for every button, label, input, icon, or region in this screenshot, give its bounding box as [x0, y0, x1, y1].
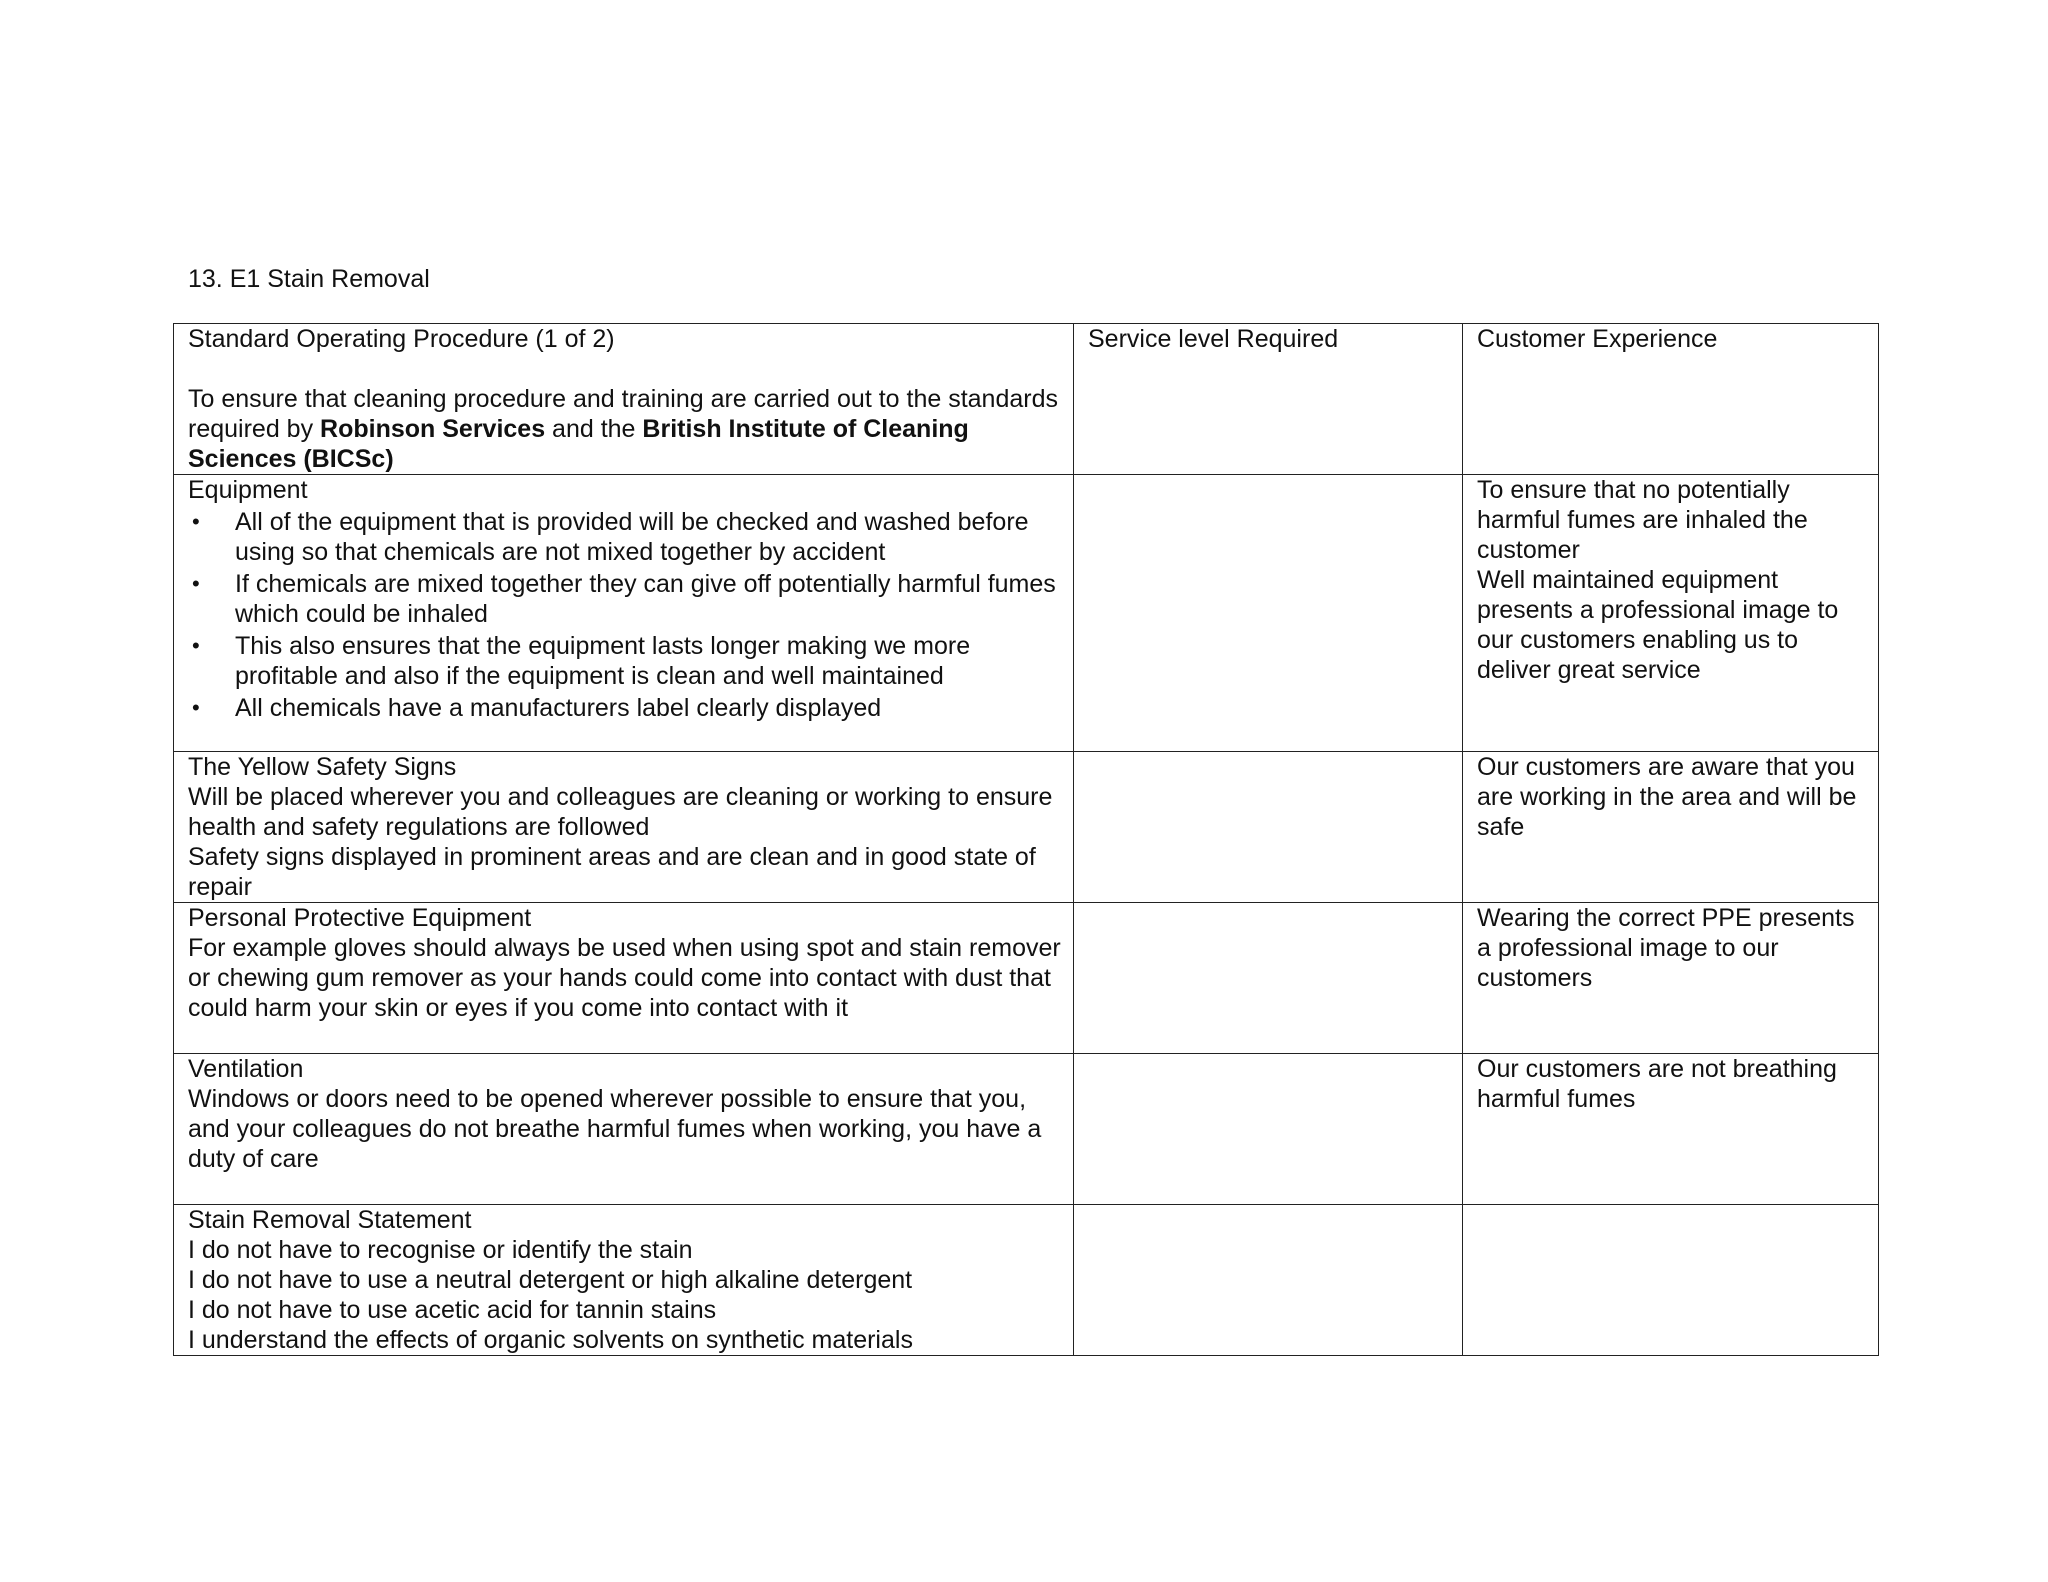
table-header-row [174, 324, 1879, 475]
service-level-header: Service level Required [1088, 325, 1339, 353]
ppe-procedure-cell [174, 903, 1074, 1054]
equipment-title: Equipment [188, 476, 308, 504]
equipment-service-cell [1074, 475, 1463, 752]
yellow-signs-customer-text: Our customers are aware that you are working in the area and will be safe [1477, 753, 1857, 841]
procedure-title: Standard Operating Procedure (1 of 2) [188, 325, 615, 353]
bullet-icon: • [192, 695, 200, 720]
ventilation-title: Ventilation [188, 1055, 304, 1083]
stain-statement-title: Stain Removal Statement [188, 1206, 472, 1234]
procedure-intro-text-2: and the [545, 415, 643, 443]
bullet-text: This also ensures that the equipment lasts longer making we more profitable and also if the equipment is clean and well maintained [235, 632, 971, 690]
stain-statement-line: I understand the effects of organic solvents on synthetic materials [188, 1326, 913, 1354]
stain-statement-line: I do not have to use a neutral detergent or high alkaline detergent [188, 1266, 913, 1294]
bullet-icon: • [192, 571, 200, 596]
stain-statement-line: I do not have to use acetic acid for tannin stains [188, 1296, 717, 1324]
list-item [188, 693, 1061, 723]
procedure-org-bicsc: British Institute of Cleaning Sciences (BICSc) [188, 415, 969, 473]
equipment-procedure-cell [174, 475, 1074, 752]
bullet-icon: • [192, 509, 200, 534]
yellow-signs-customer-cell [1463, 752, 1879, 903]
procedure-org-robinson: Robinson Services [320, 415, 546, 443]
sop-table [173, 323, 1879, 1356]
bullet-icon: • [192, 633, 200, 658]
ppe-customer-text: Wearing the correct PPE presents a professional image to our customers [1477, 904, 1855, 992]
section-heading: 13. E1 Stain Removal [188, 265, 430, 293]
table-row-equipment [174, 475, 1879, 752]
ppe-text: For example gloves should always be used when using spot and stain remover or chewing gum remover as your hands could come into contact with dust that could harm your skin or eyes if you come into contact with it [188, 934, 1061, 1022]
ventilation-customer-cell [1463, 1054, 1879, 1205]
equipment-customer-text-2: Well maintained equipment presents a professional image to our customers enabling us to deliver great service [1477, 566, 1839, 684]
ventilation-customer-text: Our customers are not breathing harmful fumes [1477, 1055, 1837, 1113]
yellow-signs-text-2: Safety signs displayed in prominent areas and are clean and in good state of repair [188, 843, 1036, 901]
stain-statement-customer-cell [1463, 1205, 1879, 1356]
procedure-intro-text-1: To ensure that cleaning procedure and training are carried out to the standards required by [188, 385, 1058, 443]
table-row-stain-removal-statement [174, 1205, 1879, 1356]
procedure-header-cell [174, 324, 1074, 475]
customer-experience-header-cell [1463, 324, 1879, 475]
bullet-text: If chemicals are mixed together they can give off potentially harmful fumes which could be inhaled [235, 570, 1056, 628]
list-item [188, 507, 1061, 567]
table-row-ppe [174, 903, 1879, 1054]
ventilation-procedure-cell [174, 1054, 1074, 1205]
ppe-customer-cell [1463, 903, 1879, 1054]
table-row-ventilation [174, 1054, 1879, 1205]
customer-experience-header: Customer Experience [1477, 325, 1718, 353]
spacer [188, 354, 1061, 384]
equipment-customer-cell [1463, 475, 1879, 752]
yellow-signs-procedure-cell [174, 752, 1074, 903]
ventilation-service-cell [1074, 1054, 1463, 1205]
table-row-yellow-safety-signs [174, 752, 1879, 903]
stain-statement-line: I do not have to recognise or identify the stain [188, 1236, 693, 1264]
yellow-signs-service-cell [1074, 752, 1463, 903]
stain-statement-service-cell [1074, 1205, 1463, 1356]
service-level-header-cell [1074, 324, 1463, 475]
yellow-signs-text-1: Will be placed wherever you and colleagues are cleaning or working to ensure health and safety regulations are followed [188, 783, 1053, 841]
bullet-text: All chemicals have a manufacturers label clearly displayed [235, 694, 882, 722]
list-item [188, 631, 1061, 691]
ppe-service-cell [1074, 903, 1463, 1054]
ppe-title: Personal Protective Equipment [188, 904, 532, 932]
list-item [188, 569, 1061, 629]
equipment-customer-text-1: To ensure that no potentially harmful fumes are inhaled the customer [1477, 476, 1808, 564]
yellow-signs-title: The Yellow Safety Signs [188, 753, 457, 781]
ventilation-text: Windows or doors need to be opened wherever possible to ensure that you, and your colleagues do not breathe harmful fumes when working, you have a duty of care [188, 1085, 1042, 1173]
equipment-bullet-list [188, 507, 1061, 723]
stain-statement-procedure-cell [174, 1205, 1074, 1356]
bullet-text: All of the equipment that is provided will be checked and washed before using so that chemicals are not mixed together by accident [235, 508, 1029, 566]
procedure-intro [188, 384, 1061, 474]
